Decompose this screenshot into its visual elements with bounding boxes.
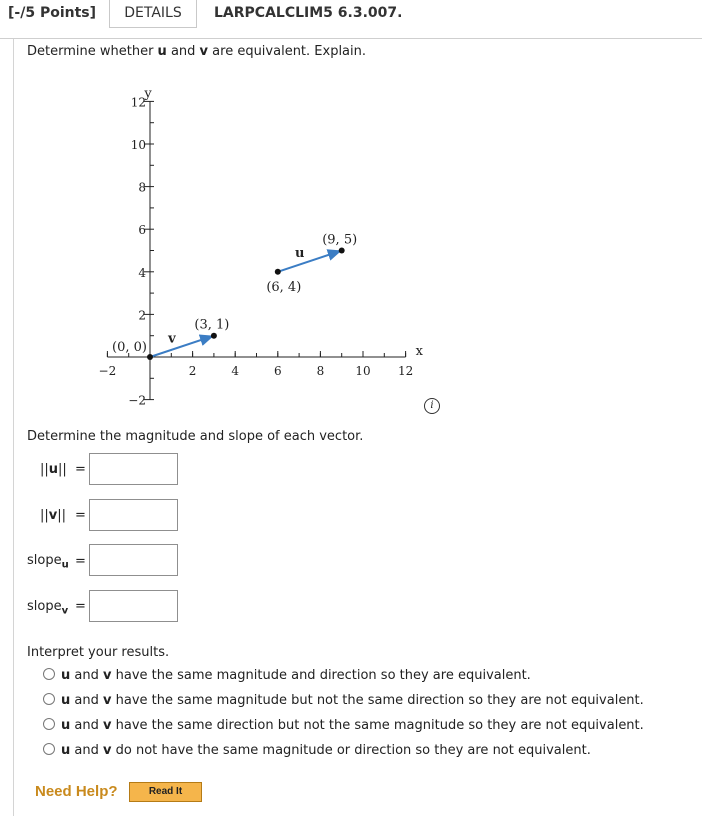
option-and: and [70, 718, 103, 733]
norm-open: || [40, 508, 49, 523]
slope-v-subscript: v [61, 605, 69, 617]
prompt-v: v [199, 44, 209, 59]
option-u: u [61, 668, 71, 683]
x-tick-label: 12 [397, 364, 414, 378]
y-tick-label: 8 [138, 180, 146, 195]
x-tick-label: 10 [355, 364, 371, 378]
points-label: [-/5 Points] [8, 5, 97, 21]
vector-graph [90, 76, 430, 411]
vector-v-start-label: (0, 0) [112, 340, 147, 355]
slope-text: slope [27, 599, 62, 614]
y-tick-label: 2 [138, 308, 146, 323]
vector-u-start-point [275, 269, 281, 275]
x-tick-label: 6 [273, 364, 282, 378]
vector-u-name: u [295, 246, 305, 262]
vector-v-end-point [211, 333, 217, 339]
magnitude-u-label [40, 462, 67, 477]
magnitude-v-label [40, 508, 66, 523]
y-tick-label: 4 [138, 265, 146, 280]
prompt-suffix: are equivalent. Explain. [208, 44, 367, 59]
prompt-u: u [157, 44, 167, 59]
option-v: v [103, 718, 112, 733]
norm-v: v [48, 508, 58, 523]
x-tick-label: −2 [98, 364, 117, 378]
magnitude-u-input[interactable] [89, 453, 178, 485]
equals-sign: = [75, 599, 86, 614]
x-tick-label: 2 [188, 364, 197, 378]
prompt-text: Determine whether [27, 44, 158, 59]
y-tick-label: 10 [130, 138, 146, 152]
option-u: u [61, 693, 71, 708]
read-it-button[interactable]: Read It [129, 782, 202, 802]
radio-icon[interactable] [43, 668, 55, 680]
vector-v-end-label: (3, 1) [194, 317, 230, 333]
option-v: v [103, 668, 112, 683]
vector-v-name: v [168, 331, 176, 347]
option-v: v [103, 693, 112, 708]
magnitude-instruction: Determine the magnitude and slope of each vector. [27, 429, 364, 444]
slope-v-label [27, 599, 68, 617]
vector-u [278, 251, 342, 272]
slope-u-label [27, 553, 69, 571]
question-prompt [27, 44, 366, 59]
option-text: do not have the same magnitude or direction so they are not equivalent. [111, 743, 591, 758]
radio-icon[interactable] [43, 743, 55, 755]
magnitude-v-input[interactable] [89, 499, 178, 531]
x-axis-label: x [415, 344, 423, 359]
y-tick-label: 6 [138, 223, 146, 238]
option-and: and [70, 743, 103, 758]
info-icon[interactable]: i [424, 398, 440, 414]
option-text: have the same magnitude and direction so they are equivalent. [111, 668, 531, 683]
interpret-label: Interpret your results. [27, 645, 170, 660]
option-text: have the same direction but not the same magnitude so they are not equivalent. [111, 718, 644, 733]
vector-u-end-label: (9, 5) [322, 232, 358, 248]
x-tick-label: 8 [316, 364, 325, 378]
equals-sign: = [75, 508, 86, 523]
norm-u: u [48, 462, 59, 477]
slope-text: slope [27, 553, 62, 568]
equals-sign: = [75, 554, 86, 569]
y-tick-label: −2 [128, 393, 146, 408]
left-divider [13, 39, 14, 816]
option-u: u [61, 743, 71, 758]
question-id: LARPCALCLIM5 6.3.007. [214, 5, 403, 21]
vector-v-start-point [147, 354, 153, 360]
vector-u-start-label: (6, 4) [266, 279, 302, 295]
prompt-and: and [166, 44, 200, 59]
option-and: and [70, 693, 103, 708]
radio-icon[interactable] [43, 718, 55, 730]
slope-u-subscript: u [61, 559, 69, 571]
option-text: have the same magnitude but not the same direction so they are not equivalent. [111, 693, 644, 708]
question-header [0, 0, 702, 39]
slope-u-input[interactable] [89, 544, 178, 576]
norm-open: || [40, 462, 49, 477]
vector-u-end-point [339, 248, 345, 254]
radio-icon[interactable] [43, 693, 55, 705]
option-and: and [70, 668, 103, 683]
norm-close: || [58, 462, 67, 477]
details-button[interactable]: DETAILS [109, 0, 197, 28]
need-help-label: Need Help? [35, 783, 118, 800]
y-tick-label: 12 [130, 95, 146, 110]
x-tick-label: 4 [231, 364, 240, 378]
norm-close: || [57, 508, 67, 523]
vector-v [150, 336, 214, 357]
y-axis-label: y [144, 86, 152, 102]
option-neither[interactable] [43, 743, 591, 761]
option-v: v [103, 743, 112, 758]
option-equivalent[interactable] [43, 668, 531, 686]
option-same-magnitude[interactable] [43, 693, 644, 711]
option-u: u [61, 718, 71, 733]
slope-v-input[interactable] [89, 590, 178, 622]
option-same-direction[interactable] [43, 718, 644, 736]
equals-sign: = [75, 462, 86, 477]
